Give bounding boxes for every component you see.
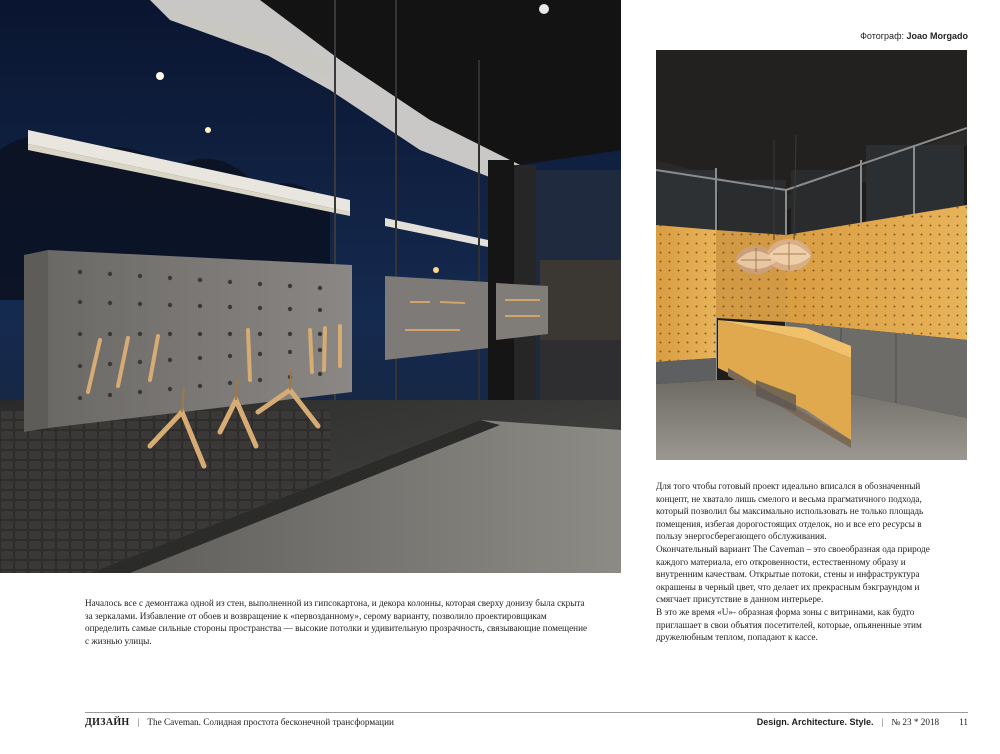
photo-credit [860, 31, 968, 41]
left-column-text [85, 597, 590, 647]
footer-right [757, 717, 968, 727]
magazine-tagline: Design. Architecture. Style. [756, 717, 874, 727]
section-name: ДИЗАЙН [85, 717, 130, 728]
footer-rule [85, 712, 968, 713]
issue-number: № 23 * 2018 [891, 717, 940, 727]
footer-separator: | [137, 717, 140, 727]
photographer-name: Joao Morgado [906, 31, 968, 41]
left-paragraph: Началось все с демонтажа одной из стен, выполненной из гипсокартона, и декора колонны, которая сверху донизу была скрыта за зеркалами. Избавление от обоев и возвращение к «первозданному», серому варианту, позволило проектировщикам определить самые сильные стороны пространства — высокие потолки и удивительную прозрачность, связывающие помещение с жизнью улицы. [85, 598, 588, 646]
article-title: The Caveman. Солидная простота бесконечной трансформации [147, 717, 394, 727]
interior-photo [656, 50, 967, 460]
photo-credit-label: Фотограф: [860, 31, 904, 41]
right-paragraph-3: В это же время «U»- образная форма зоны с витринами, как будто приглашает в свои объятия посетителей, которые, опьяненные этим дружелюбным теплом, попадают к кассе. [656, 606, 922, 643]
right-paragraph-2: Окончательный вариант The Caveman – это своеобразная ода природе каждого материала, его откровенности, естественному образу и внутренним качествам. Открытые потоки, стены и инфраструктура окрашены в черный цвет, что делает их прекрасным бэкграундом и смягчает присутствие в данном интерьере. [656, 543, 930, 605]
right-column-text [656, 480, 948, 644]
footer-separator: | [881, 717, 884, 727]
page-number: 11 [959, 717, 968, 727]
footer-left [85, 717, 394, 728]
storefront-photo [0, 0, 621, 573]
right-paragraph-1: Для того чтобы готовый проект идеально вписался в обозначенный концепт, не хватало лишь смелого и весьма прагматичного подхода, который позволил бы максимально использовать не только площадь помещения, избегая дорогостоящих отделок, но и все его ресурсы в пользу энергосберегающего обслуживания. [656, 481, 924, 542]
